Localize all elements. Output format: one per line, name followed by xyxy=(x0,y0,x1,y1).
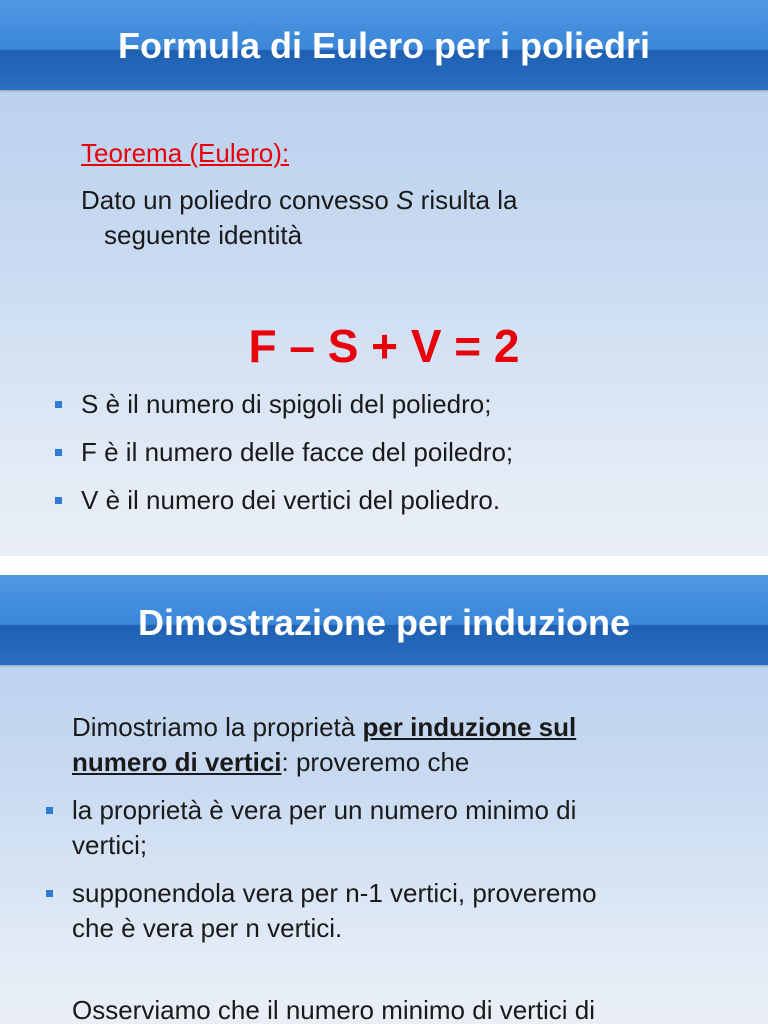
theorem-statement xyxy=(81,183,517,218)
bullet-icon xyxy=(55,401,62,408)
slide-separator xyxy=(0,556,768,575)
statement-text-1: Dato un poliedro convesso xyxy=(81,185,397,215)
bullet-icon xyxy=(55,497,62,504)
bullet-icon xyxy=(46,890,53,897)
intro-emphasis-1: per induzione sul xyxy=(362,712,577,742)
statement-variable: S xyxy=(396,185,414,215)
slide-induction-proof xyxy=(0,575,768,1024)
slide-title: Dimostrazione per induzione xyxy=(0,575,768,665)
theorem-label: Teorema (Eulero): xyxy=(81,138,290,168)
intro-line-2 xyxy=(72,745,469,780)
euler-formula: F – S + V = 2 xyxy=(248,320,520,372)
bullet-item-vertices: V è il numero dei vertici del poliedro. xyxy=(81,485,501,515)
bullet-item-inductive-step-line2: che è vera per n vertici. xyxy=(72,913,343,943)
bullet-icon xyxy=(55,449,62,456)
statement-text-2: risulta la xyxy=(413,185,518,215)
intro-text: Dimostriamo la proprietà xyxy=(72,712,363,742)
intro-line-1 xyxy=(72,710,576,745)
intro-emphasis-2: numero di vertici xyxy=(72,747,282,777)
bullet-icon xyxy=(46,807,53,814)
slide-title: Formula di Eulero per i poliedri xyxy=(0,0,768,90)
bullet-item-inductive-step-line1: supponendola vera per n-1 vertici, proveremo xyxy=(72,878,597,908)
closing-text: Osserviamo che il numero minimo di vertici di xyxy=(72,995,596,1024)
intro-text-2: : proveremo che xyxy=(281,747,470,777)
bullet-item-faces: F è il numero delle facce del poiledro; xyxy=(81,437,514,467)
bullet-item-base-case-line2: vertici; xyxy=(72,830,148,860)
bullet-item-base-case-line1: la proprietà è vera per un numero minimo di xyxy=(72,795,577,825)
theorem-statement-line2: seguente identità xyxy=(104,220,303,250)
bullet-item-edges: S è il numero di spigoli del poliedro; xyxy=(81,389,492,419)
